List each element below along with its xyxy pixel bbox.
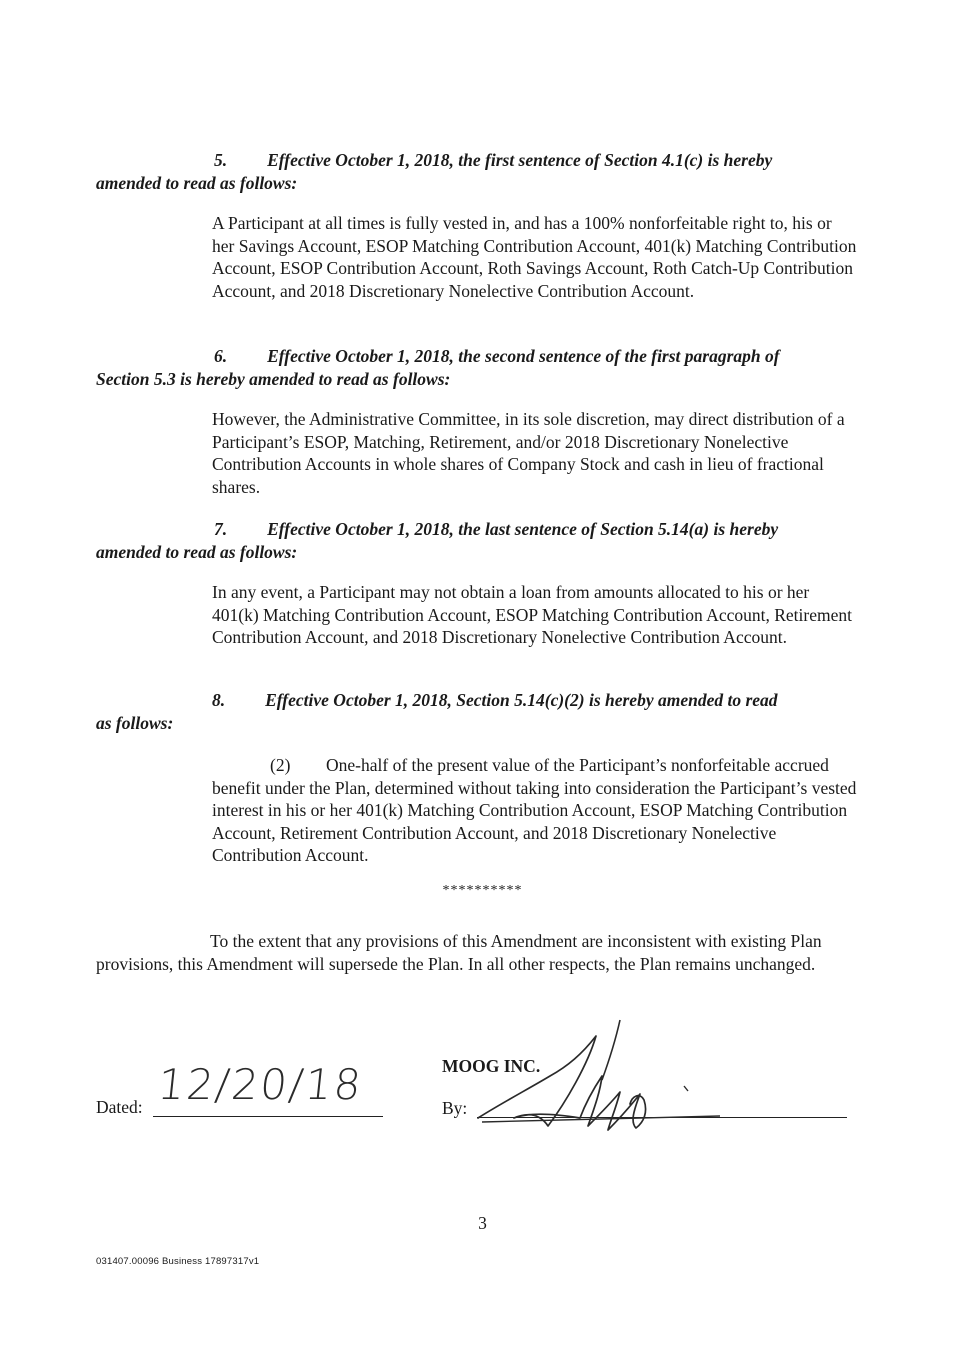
section-6-heading-line2: Section 5.3 is hereby amended to read as follows: [96,369,451,389]
dated-label: Dated: [96,1097,143,1117]
section-8-heading-text: Effective October 1, 2018, Section 5.14(c)(2) is hereby amended to read [265,690,778,710]
section-6-body: However, the Administrative Committee, in its sole discretion, may direct distribution of a Participant’s ESOP, Matching, Retirement, and/or 2018 Discretionary Nonelective Contribution Accounts in whole shares of Company Stock and cash in lieu of fractional shares. [212,409,845,497]
section-8-number: 8. [212,690,226,710]
section-5-heading-line2: amended to read as follows: [96,173,298,193]
section-5-number: 5. [214,150,228,170]
section-7-number: 7. [214,519,228,539]
document-id: 031407.00096 Business 17897317v1 [96,1256,260,1267]
section-5-heading [96,149,856,195]
section-7-body: In any event, a Participant may not obtain a loan from amounts allocated to his or her 401(k) Matching Contribution Account, ESOP Matching Contribution Account, Retirement Contribution Account, and 2018 Discretionary Nonelective Contribution Account. [212,582,852,647]
section-8-sub-number: (2) [270,755,291,775]
section-8-body-text: One-half of the present value of the Participant’s nonforfeitable accrued benefit under the Plan, determined without taking into consideration the Participant’s vested interest in his or her 401(k) Matching Contribution Account, ESOP Matching Contribution Account, Retirement Contribution Account, and 2018 Discretionary Nonelective Contribution Account. [212,755,857,865]
section-6-heading-text: Effective October 1, 2018, the second sentence of the first paragraph of [267,346,780,366]
section-7-heading-line2: amended to read as follows: [96,542,298,562]
section-8-body [212,754,857,867]
separator: ********** [442,883,523,898]
by-label: By: [442,1098,468,1118]
section-5-heading-text: Effective October 1, 2018, the first sentence of Section 4.1(c) is hereby [267,150,773,170]
section-7-heading-text: Effective October 1, 2018, the last sentence of Section 5.14(a) is hereby [267,519,779,539]
company-name: MOOG INC. [442,1056,541,1076]
section-6-number: 6. [214,346,228,366]
section-7-heading [96,518,856,564]
section-5-body: A Participant at all times is fully vested in, and has a 100% nonforfeitable right to, his or her Savings Account, ESOP Matching Contribution Account, 401(k) Matching Contribution Account, ESOP Contribution Account, Roth Savings Account, Roth Catch-Up Contribution Account, and 2018 Discretionary Nonelective Contribution Account. [212,213,857,301]
section-8-heading [212,689,862,712]
section-8-heading-line2: as follows: [96,713,174,733]
handwritten-signature [470,1018,720,1136]
dated-underline [153,1116,383,1117]
dated-value: 12/20/18 [155,1060,366,1109]
closing-paragraph: To the extent that any provisions of this Amendment are inconsistent with existing Plan provisions, this Amendment will supersede the Plan. In all other respects, the Plan remains unchanged. [96,931,822,974]
section-6-heading [96,345,856,391]
page-number: 3 [478,1213,487,1233]
